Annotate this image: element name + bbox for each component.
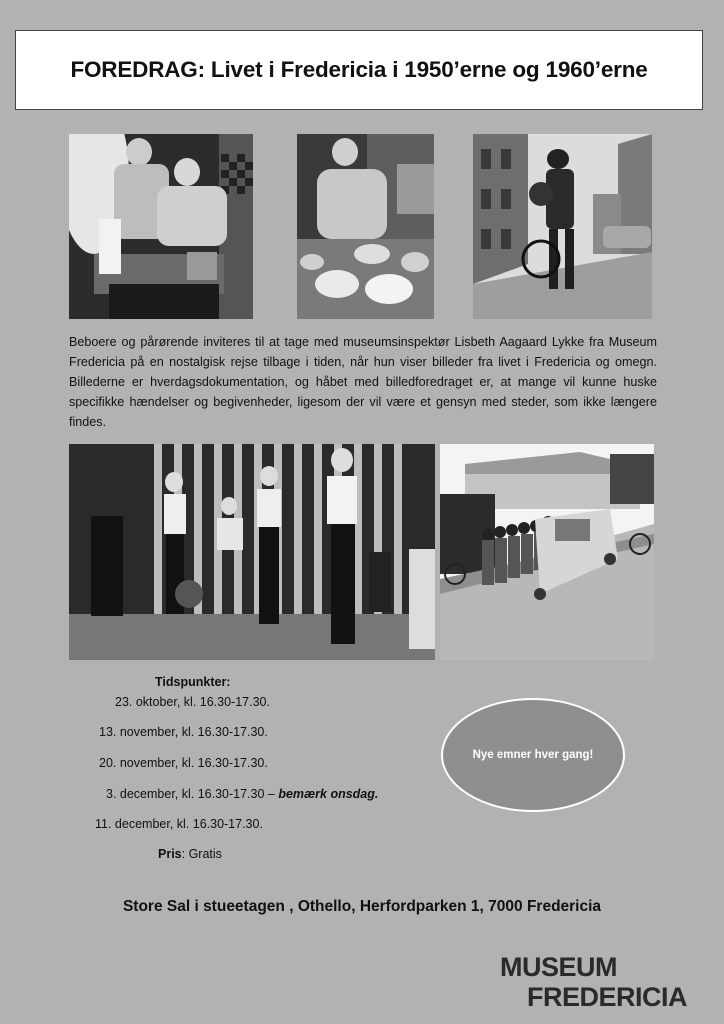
intro-paragraph: Beboere og pårørende inviteres til at tage med museumsinspektør Lisbeth Aagaard Lykke fra Museum Fredericia på en nostalgisk rejse tilbage i tiden, når hun viser billeder fra livet i Fredericia og omegn. Billederne er hverdagsdokumentation, og håbet med billedforedraget er, at mange vil kunne huske specifikke hændelser og begivenheder, ligesom der vil være et gensyn med steder, som ikke længere findes. <box>69 335 657 429</box>
schedule-item-date: 3. december, kl. 16.30-17.30 – <box>106 787 279 801</box>
schedule-item-wednesday <box>106 787 378 801</box>
schedule-item: 13. november, kl. 16.30-17.30. <box>99 725 268 739</box>
price-label: Pris <box>158 847 182 861</box>
schedule-item: 20. november, kl. 16.30-17.30. <box>99 756 268 770</box>
silverware-photo <box>297 134 434 319</box>
title-box <box>15 30 703 110</box>
price-line <box>158 847 222 861</box>
schedule-item: 11. december, kl. 16.30-17.30. <box>95 817 263 831</box>
schedule-item: 23. oktober, kl. 16.30-17.30. <box>115 695 270 709</box>
police-photo <box>473 134 652 319</box>
museum-logo <box>500 952 687 1012</box>
price-value: : Gratis <box>181 847 222 861</box>
logo-line-1: MUSEUM <box>500 952 617 982</box>
logo-line-2: FREDERICIA <box>527 982 688 1012</box>
new-topics-badge: Nye emner hver gang! <box>441 698 625 812</box>
schedule-heading: Tidspunkter: <box>155 675 231 689</box>
page-title: FOREDRAG: Livet i Fredericia i 1950’erne og 1960’erne <box>70 57 648 82</box>
location-text: Store Sal i stueetagen , Othello, Herfordparken 1, 7000 Fredericia <box>122 898 602 915</box>
band-photo <box>69 444 435 660</box>
workshop-photo <box>69 134 253 319</box>
children-car-photo <box>440 444 654 660</box>
schedule-note: bemærk onsdag. <box>278 787 379 801</box>
